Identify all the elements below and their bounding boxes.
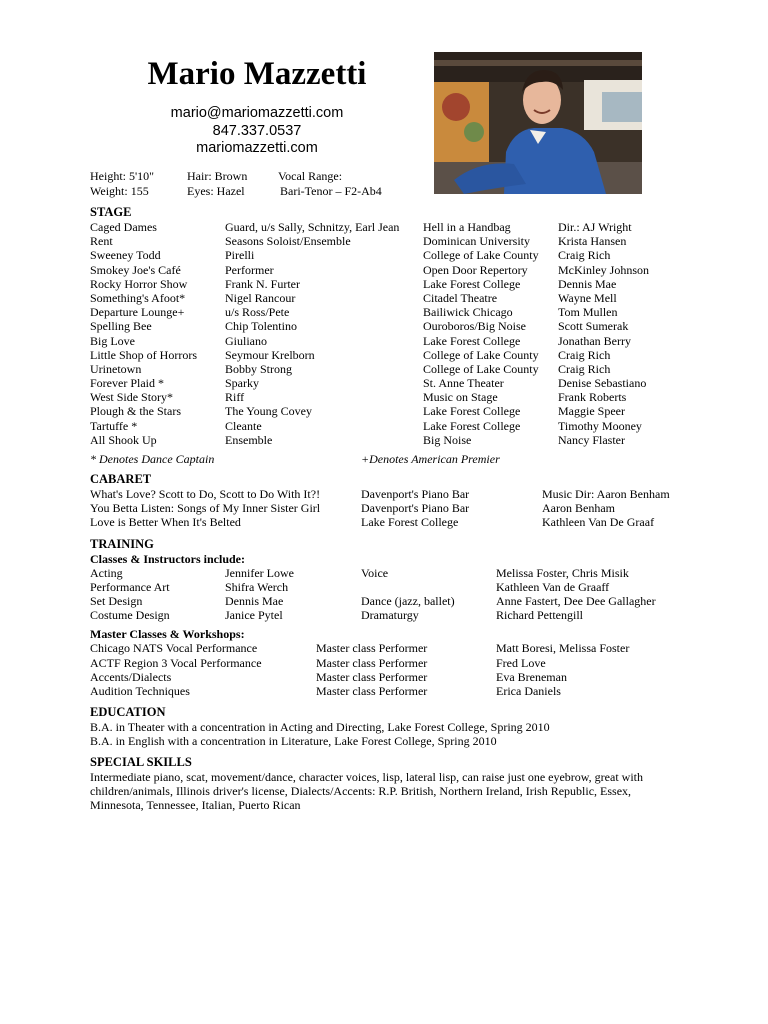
class-subject-2: Dance (jazz, ballet): [361, 593, 455, 608]
show-title: Rocky Horror Show: [90, 276, 188, 291]
height-stat: Height: 5'10": [90, 169, 155, 183]
cabaret-credits: [90, 487, 700, 530]
show-title: Big Love: [90, 333, 135, 348]
cabaret-credit-row: [90, 515, 700, 529]
role: Seasons Soloist/Ensemble: [225, 234, 351, 249]
headshot-illustration: [434, 52, 642, 194]
instructor: Jennifer Lowe: [225, 565, 294, 580]
physical-stats: [90, 169, 430, 198]
training-heading: TRAINING: [90, 536, 154, 551]
skills-line: Minnesota, Tennessee, Italian, Puerto Rican: [90, 798, 301, 813]
theater: Lake Forest College: [423, 333, 521, 348]
email-link[interactable]: mario@mariomazzetti.com: [170, 105, 344, 121]
participation-type: Master class Performer: [316, 669, 428, 684]
class-subject: Set Design: [90, 593, 143, 608]
stage-credit-row: [90, 234, 700, 248]
director: Wayne Mell: [558, 290, 617, 305]
director: Craig Rich: [558, 248, 611, 263]
cabaret-title: You Betta Listen: Songs of My Inner Sister Girl: [90, 501, 321, 516]
theater: St. Anne Theater: [423, 376, 504, 391]
performer-name: Mario Mazzetti: [147, 56, 367, 92]
director: Jonathan Berry: [558, 333, 631, 348]
director: Dennis Mae: [558, 276, 617, 291]
class-row: [90, 566, 700, 580]
skills-line: Intermediate piano, scat, movement/dance, character voices, lisp, lateral lisp, can raise just one eyebrow, great with: [90, 770, 644, 785]
dance-captain-note: * Denotes Dance Captain: [90, 452, 215, 466]
cabaret-credit-row: [90, 501, 700, 515]
stats-row: [90, 184, 430, 199]
show-title: West Side Story*: [90, 390, 174, 405]
role: Bobby Strong: [225, 361, 293, 376]
stage-credit-row: [90, 362, 700, 376]
role: Chip Tolentino: [225, 319, 297, 334]
vocal-range-label: Vocal Range:: [278, 169, 343, 183]
class-subject: Performance Art: [90, 579, 170, 594]
master-class-row: [90, 641, 700, 655]
class-row: [90, 608, 700, 622]
stage-credits: [90, 220, 700, 447]
director: Maggie Speer: [558, 404, 625, 419]
class-row: [90, 594, 700, 608]
master-classes-list: [90, 641, 700, 698]
role: Performer: [225, 262, 274, 277]
venue: Davenport's Piano Bar: [361, 501, 470, 516]
eyes-stat: Eyes: Hazel: [187, 183, 245, 198]
venue: Lake Forest College: [361, 515, 459, 530]
stage-credit-row: [90, 263, 700, 277]
music-director: Kathleen Van De Graaf: [542, 515, 655, 530]
master-class-row: [90, 656, 700, 670]
skills-line: children/animals, Illinois driver's license, Dialects/Accents: R.P. British, Northern Ireland, Irish Republic, Essex,: [90, 784, 632, 799]
phone-number: 847.337.0537: [212, 122, 302, 139]
stage-credit-row: [90, 404, 700, 418]
role: Nigel Rancour: [225, 290, 296, 305]
role: Guard, u/s Sally, Schnitzy, Earl Jean: [225, 220, 400, 234]
stage-notes: [90, 447, 700, 465]
role: Giuliano: [225, 333, 267, 348]
headshot-photo: [434, 52, 642, 194]
role: Sparky: [225, 376, 259, 391]
director: Nancy Flaster: [558, 432, 625, 447]
show-title: All Shook Up: [90, 432, 157, 447]
stage-credit-row: [90, 220, 700, 234]
classes-heading: Classes & Instructors include:: [90, 551, 245, 566]
show-title: Caged Dames: [90, 220, 157, 234]
director: Craig Rich: [558, 347, 611, 362]
instructor: Shifra Werch: [225, 579, 289, 594]
workshop-instructor: Matt Boresi, Melissa Foster: [496, 641, 630, 656]
theater: Music on Stage: [423, 390, 498, 405]
theater: Bailiwick Chicago: [423, 305, 513, 320]
show-title: Smokey Joe's Café: [90, 262, 181, 277]
director: Craig Rich: [558, 361, 611, 376]
director: Krista Hansen: [558, 234, 627, 249]
theater: College of Lake County: [423, 361, 539, 376]
stage-credit-row: [90, 419, 700, 433]
stage-credit-row: [90, 319, 700, 333]
theater: Lake Forest College: [423, 404, 521, 419]
director: Denise Sebastiano: [558, 376, 647, 391]
role: Cleante: [225, 418, 262, 433]
show-title: Urinetown: [90, 361, 142, 376]
cabaret-title: What's Love? Scott to Do, Scott to Do With It?!: [90, 487, 321, 501]
show-title: Tartuffe *: [90, 418, 138, 433]
stage-credit-row: [90, 348, 700, 362]
show-title: Something's Afoot*: [90, 290, 186, 305]
workshop-instructor: Eva Breneman: [496, 669, 567, 684]
contact-block: [90, 105, 424, 158]
stage-credit-row: [90, 291, 700, 305]
show-title: Forever Plaid *: [90, 376, 164, 391]
show-title: Sweeney Todd: [90, 248, 161, 263]
cabaret-credit-row: [90, 487, 700, 501]
role: Ensemble: [225, 432, 273, 447]
theater: College of Lake County: [423, 347, 539, 362]
workshop-instructor: Erica Daniels: [496, 683, 561, 698]
theater: Lake Forest College: [423, 276, 521, 291]
theater: College of Lake County: [423, 248, 539, 263]
website-link[interactable]: mariomazzetti.com: [196, 140, 318, 156]
participation-type: Master class Performer: [316, 641, 428, 656]
stage-credit-row: [90, 277, 700, 291]
show-title: Rent: [90, 234, 113, 249]
participation-type: Master class Performer: [316, 683, 428, 698]
cabaret-title: Love is Better When It's Belted: [90, 515, 241, 530]
music-director: Aaron Benham: [542, 501, 615, 516]
role: u/s Ross/Pete: [225, 305, 290, 320]
workshop-name: Chicago NATS Vocal Performance: [90, 641, 258, 656]
class-subject: Costume Design: [90, 608, 170, 623]
music-director: Music Dir: Aaron Benham: [542, 487, 670, 501]
stage-credit-row: [90, 390, 700, 404]
hair-stat: Hair: Brown: [187, 169, 248, 183]
theater: Dominican University: [423, 234, 530, 249]
class-subject: Acting: [90, 565, 123, 580]
stage-heading: STAGE: [90, 205, 132, 219]
special-skills-heading: SPECIAL SKILLS: [90, 755, 192, 770]
role: Frank N. Furter: [225, 276, 300, 291]
theater: Lake Forest College: [423, 418, 521, 433]
workshop-name: ACTF Region 3 Vocal Performance: [90, 655, 262, 670]
instructor: Dennis Mae: [225, 593, 284, 608]
instructor-2: Anne Fastert, Dee Dee Gallagher: [496, 593, 656, 608]
education-line: B.A. in English with a concentration in Literature, Lake Forest College, Spring 2010: [90, 734, 497, 749]
education-heading: EDUCATION: [90, 705, 166, 720]
master-class-row: [90, 684, 700, 698]
instructor-2: Richard Pettengill: [496, 608, 583, 623]
workshop-name: Audition Techniques: [90, 683, 190, 698]
director: Scott Sumerak: [558, 319, 629, 334]
director: Dir.: AJ Wright: [558, 220, 632, 234]
class-subject-2: Dramaturgy: [361, 608, 419, 623]
stage-credit-row: [90, 305, 700, 319]
classes-list: [90, 566, 700, 623]
american-premier-note: +Denotes American Premier: [361, 452, 500, 466]
director: Timothy Mooney: [558, 418, 642, 433]
director: McKinley Johnson: [558, 262, 649, 277]
vocal-range-value: Bari-Tenor – F2-Ab4: [280, 183, 382, 198]
role: Pirelli: [225, 248, 255, 263]
master-classes-heading: Master Classes & Workshops:: [90, 627, 245, 642]
theater: Hell in a Handbag: [423, 220, 511, 234]
stage-credit-row: [90, 376, 700, 390]
role: Riff: [225, 390, 245, 405]
participation-type: Master class Performer: [316, 655, 428, 670]
show-title: Little Shop of Horrors: [90, 347, 197, 362]
director: Frank Roberts: [558, 390, 627, 405]
show-title: Plough & the Stars: [90, 404, 182, 419]
workshop-instructor: Fred Love: [496, 655, 546, 670]
instructor: Janice Pytel: [225, 608, 283, 623]
theater: Ouroboros/Big Noise: [423, 319, 526, 334]
director: Tom Mullen: [558, 305, 618, 320]
theater: Citadel Theatre: [423, 290, 498, 305]
stats-row: [90, 169, 430, 184]
theater: Big Noise: [423, 432, 472, 447]
cabaret-heading: CABARET: [90, 472, 152, 486]
show-title: Departure Lounge+: [90, 305, 185, 320]
theater: Open Door Repertory: [423, 262, 528, 277]
instructor-2: Kathleen Van de Graaff: [496, 579, 610, 594]
workshop-name: Accents/Dialects: [90, 669, 172, 684]
venue: Davenport's Piano Bar: [361, 487, 470, 501]
role: The Young Covey: [225, 404, 313, 419]
role: Seymour Krelborn: [225, 347, 315, 362]
class-row: [90, 580, 700, 594]
class-subject-2: Voice: [361, 565, 389, 580]
stage-credit-row: [90, 433, 700, 447]
instructor-2: Melissa Foster, Chris Misik: [496, 565, 629, 580]
stage-credit-row: [90, 248, 700, 262]
master-class-row: [90, 670, 700, 684]
weight-stat: Weight: 155: [90, 183, 149, 198]
resume-body: [90, 205, 700, 812]
stage-credit-row: [90, 334, 700, 348]
education-line: B.A. in Theater with a concentration in Acting and Directing, Lake Forest College, Spring 2010: [90, 720, 550, 735]
show-title: Spelling Bee: [90, 319, 152, 334]
